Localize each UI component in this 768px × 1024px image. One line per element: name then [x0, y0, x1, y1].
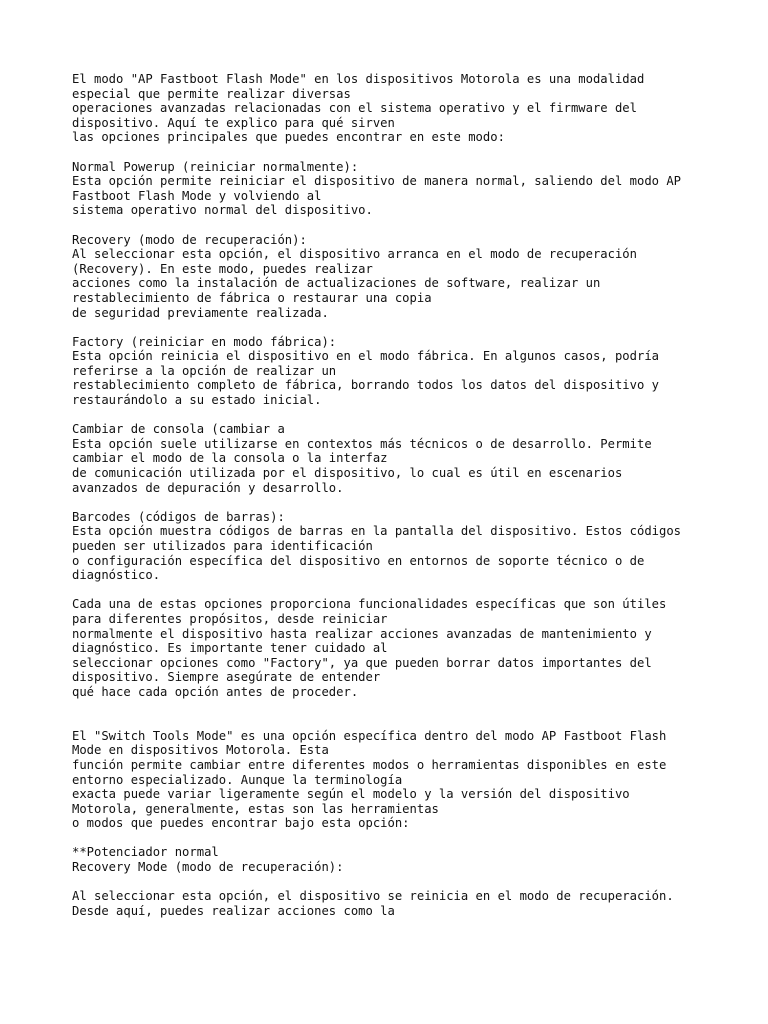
text-line: Esta opción muestra códigos de barras en la pantalla del dispositivo. Estos códigos [72, 524, 682, 539]
text-line: para diferentes propósitos, desde reiniciar [72, 611, 388, 626]
text-line: cambiar el modo de la consola o la interfaz [72, 451, 388, 466]
text-line: o configuración específica del dispositivo en entornos de soporte técnico o de [72, 553, 645, 568]
text-line: las opciones principales que puedes encontrar en este modo: [72, 130, 505, 145]
paragraph-recovery-mode [72, 889, 732, 918]
text-line: qué hace cada opción antes de proceder. [72, 684, 359, 699]
text-line: diagnóstico. Es importante tener cuidado al [72, 641, 388, 656]
text-line: diagnóstico. [72, 568, 161, 583]
section-heading: Normal Powerup (reiniciar normalmente): [72, 159, 359, 174]
section-heading: Cambiar de consola (cambiar a [72, 422, 285, 437]
text-line: Al seleccionar esta opción, el dispositivo se reinicia en el modo de recuperación. [72, 889, 674, 904]
text-line: sistema operativo normal del dispositivo. [72, 203, 373, 218]
text-line: pueden ser utilizados para identificación [72, 539, 373, 553]
text-line: restablecimiento de fábrica o restaurar una copia [72, 290, 432, 305]
paragraph-barcodes [72, 510, 732, 583]
text-line: o modos que puedes encontrar bajo esta opción: [72, 816, 410, 831]
text-line: seleccionar opciones como "Factory", ya que pueden borrar datos importantes del [72, 655, 652, 670]
text-line: exacta puede variar ligeramente según el modelo y la versión del dispositivo [72, 787, 630, 802]
text-line: restaurándolo a su estado inicial. [72, 393, 322, 408]
text-line: El modo "AP Fastboot Flash Mode" en los dispositivos Motorola es una modalidad [72, 72, 645, 86]
text-line: normalmente el dispositivo hasta realizar acciones avanzadas de mantenimiento y [72, 626, 652, 641]
paragraph-intro [72, 72, 732, 145]
section-heading: Barcodes (códigos de barras): [72, 509, 285, 524]
text-line: Fastboot Flash Mode y volviendo al [72, 188, 322, 203]
section-heading: Recovery Mode (modo de recuperación): [72, 860, 344, 875]
section-heading: **Potenciador normal [72, 845, 219, 860]
paragraph-summary [72, 597, 732, 699]
document-page [72, 72, 732, 933]
text-line: avanzados de depuración y desarrollo. [72, 480, 344, 495]
text-line: Mode en dispositivos Motorola. Esta [72, 743, 329, 758]
text-line: El "Switch Tools Mode" es una opción específica dentro del modo AP Fastboot Flash [72, 728, 667, 743]
paragraph-recovery [72, 233, 732, 321]
text-line: de seguridad previamente realizada. [72, 305, 329, 320]
paragraph-normal-powerup [72, 160, 732, 218]
paragraph-switch-tools [72, 729, 732, 831]
text-line: (Recovery). En este modo, puedes realizar [72, 261, 373, 276]
text-line: entorno especializado. Aunque la terminología [72, 772, 403, 787]
section-heading: Factory (reiniciar en modo fábrica): [72, 334, 337, 349]
text-line: operaciones avanzadas relacionadas con el sistema operativo y el firmware del [72, 101, 637, 116]
text-line: Esta opción suele utilizarse en contextos más técnicos o de desarrollo. Permite [72, 436, 652, 451]
text-line: de comunicación utilizada por el dispositivo, lo cual es útil en escenarios [72, 466, 623, 481]
text-line: Esta opción reinicia el dispositivo en el modo fábrica. En algunos casos, podría [72, 349, 659, 364]
text-line: dispositivo. Aquí te explico para qué sirven [72, 115, 395, 130]
text-line: restablecimiento completo de fábrica, borrando todos los datos del dispositivo y [72, 378, 659, 393]
text-line: Motorola, generalmente, estas son las herramientas [72, 801, 439, 816]
text-line: Cada una de estas opciones proporciona funcionalidades específicas que son útiles [72, 597, 667, 612]
text-line: Al seleccionar esta opción, el dispositivo arranca en el modo de recuperación [72, 247, 637, 262]
text-line: Esta opción permite reiniciar el dispositivo de manera normal, saliendo del modo AP [72, 174, 682, 189]
section-heading: Recovery (modo de recuperación): [72, 232, 307, 247]
paragraph-factory [72, 335, 732, 408]
text-line: referirse a la opción de realizar un [72, 363, 337, 378]
text-line: función permite cambiar entre diferentes modos o herramientas disponibles en este [72, 757, 667, 772]
text-line: acciones como la instalación de actualizaciones de software, realizar un [72, 276, 601, 291]
paragraph-console [72, 422, 732, 495]
text-line: especial que permite realizar diversas [72, 86, 351, 101]
text-line: Desde aquí, puedes realizar acciones como la [72, 903, 395, 918]
text-line: dispositivo. Siempre asegúrate de entender [72, 670, 381, 685]
paragraph-potenciador [72, 845, 732, 874]
